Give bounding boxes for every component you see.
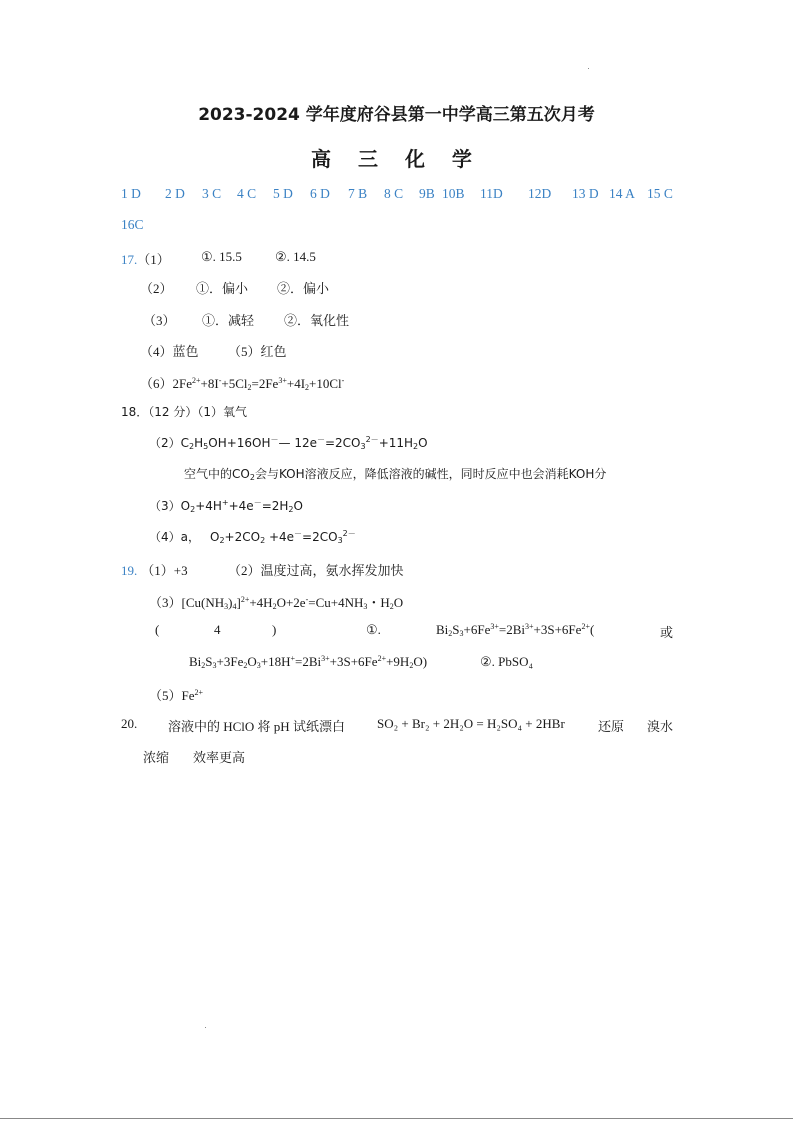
q17-p5: （5）红色 bbox=[228, 344, 287, 359]
q19-p5-label: （5）Fe bbox=[149, 688, 195, 703]
q20-c: 还原 bbox=[598, 719, 625, 734]
q19-p4-equation-b: $Bi_2S_3+3Fe_2O_3+18H^+=2Bi^{3+}+3S+6Fe^{2+}+9H_2O$) bbox=[189, 654, 428, 670]
q19-p3-label: （3） bbox=[149, 595, 182, 610]
mc-answer-2: 2 D bbox=[165, 186, 185, 201]
q20-equation: SO₂ + Br₂ + 2H₂O = H₂SO₄ + 2HBr bbox=[377, 716, 565, 731]
q20-a: 溶液中的 HClO 将 pH 试纸漂白 bbox=[168, 719, 345, 734]
q18-p2 bbox=[149, 434, 428, 451]
q17-p6-equation: $2Fe^{2+}+8I^-+5Cl_2=2Fe^{3+}+4I_2+10Cl^-$ bbox=[172, 376, 345, 392]
q19-p4-or: 或 bbox=[660, 625, 674, 640]
mc-answer-4: 4 C bbox=[237, 186, 257, 201]
q17-p1-a: ①. 15.5 bbox=[201, 249, 242, 264]
page-title: 2023-2024 学年度府谷县第一中学高三第五次月考 bbox=[198, 105, 595, 125]
q17-p3-a: ①．减轻 bbox=[202, 313, 255, 328]
scan-dot bbox=[588, 68, 589, 69]
q18-note-c: 溶液反应，降低溶液的碱性，同时反应中也会消耗 bbox=[304, 467, 569, 481]
q19-p4-b: ②. PbSO₄ bbox=[480, 654, 534, 669]
mc-answer-3: 3 C bbox=[202, 186, 222, 201]
q17-p4: （4）蓝色 bbox=[140, 344, 199, 359]
q19-p4-close: ) bbox=[272, 622, 277, 637]
q19-p4-circ: ①. bbox=[366, 622, 381, 637]
q19-p2: （2）温度过高，氨水挥发加快 bbox=[228, 563, 404, 578]
page-bottom-border bbox=[0, 1118, 793, 1119]
q18-head: ．（12 分）（1）氧气 bbox=[136, 405, 248, 419]
q18-p4 bbox=[149, 528, 356, 545]
q17-p3-b: ②．氧化性 bbox=[284, 313, 350, 328]
q18-note-co2: $CO_2$ bbox=[232, 467, 255, 482]
mc-answer-9: 9B bbox=[419, 186, 435, 201]
mc-answer-11: 11D bbox=[480, 186, 503, 201]
q17-p1-b: ②. 14.5 bbox=[275, 249, 316, 264]
q18-number: 18 bbox=[121, 405, 137, 419]
q17-number: 17. bbox=[121, 252, 138, 267]
q20-e: 浓缩 bbox=[143, 750, 170, 765]
q17-p1-label: （1） bbox=[137, 252, 170, 267]
q20-d: 溴水 bbox=[647, 719, 674, 734]
q19-p5: $(5)Fe^{2+}$ bbox=[149, 688, 204, 703]
q18-note-koh: KOH bbox=[278, 467, 305, 481]
q19-p1: （1）+3 bbox=[141, 563, 188, 578]
mc-answer-10: 10B bbox=[442, 186, 465, 201]
q19-p4-equation-a: $Bi_2S_3+6Fe^{3+}=2Bi^{3+}+3S+6Fe^{2+}$( bbox=[436, 622, 595, 638]
q18-p2-note bbox=[184, 465, 606, 482]
scan-dot bbox=[205, 1027, 206, 1028]
mc-answer-8: 8 C bbox=[384, 186, 404, 201]
q18-p3-label: （3） bbox=[149, 499, 181, 513]
q17-p2-b: ②．偏小 bbox=[277, 281, 330, 296]
q19-p4-open: ( bbox=[155, 622, 160, 637]
mc-answer-7: 7 B bbox=[348, 186, 368, 201]
mc-answer-13: 13 D bbox=[572, 186, 599, 201]
mc-answer-1: 1 D bbox=[121, 186, 141, 201]
q18-note-d: 分 bbox=[594, 467, 607, 481]
q17-p2-label: （2） bbox=[140, 281, 173, 296]
q17-p6-label: （6） bbox=[140, 376, 173, 391]
mc-answer-15: 15 C bbox=[647, 186, 673, 201]
q18-p4-equation: $O_2+2CO_2 +4e^-=2CO_3^{2-}$ bbox=[210, 529, 356, 545]
q20-f: 效率更高 bbox=[193, 750, 246, 765]
mc-answer-6: 6 D bbox=[310, 186, 330, 201]
q18-note-a: 空气中的 bbox=[184, 467, 233, 481]
q18-p2-equation: $C_2H_5OH+16OH^-—$ $12e^-=2CO_3^{2-}+11H_2O$ bbox=[180, 435, 428, 451]
q18-p3 bbox=[149, 497, 303, 514]
q18-p3-equation: $O_2+4H^++4e^-=2H_2O$ bbox=[180, 498, 303, 514]
q19-p3-equation: $[Cu(NH_3)_4]^{2+}+4H_2O+2e^-=Cu+4NH_3$・$H_2O$ bbox=[181, 595, 404, 611]
q17-p6 bbox=[140, 373, 344, 392]
q17-p3-label: （3） bbox=[143, 313, 176, 328]
mc-answer-5: 5 D bbox=[273, 186, 293, 201]
q20-number: 20. bbox=[121, 716, 138, 731]
q19-p4-num: 4 bbox=[214, 622, 221, 637]
q18-line1 bbox=[121, 403, 247, 420]
page-subtitle: 高 三 化 学 bbox=[311, 147, 482, 171]
q18-p4-label: （4）a， bbox=[149, 530, 200, 544]
q19-number: 19. bbox=[121, 563, 138, 578]
q19-line1 bbox=[121, 560, 188, 579]
mc-answer-16: 16C bbox=[121, 217, 144, 232]
q17-p2-a: ①．偏小 bbox=[196, 281, 249, 296]
q18-p2-label: （2） bbox=[149, 436, 181, 450]
q18-note-koh2: KOH bbox=[568, 467, 595, 481]
q18-note-b: 会与 bbox=[254, 467, 279, 481]
mc-answer-12: 12D bbox=[528, 186, 552, 201]
mc-answer-14: 14 A bbox=[609, 186, 635, 201]
q17-line1 bbox=[121, 249, 170, 268]
q19-p3 bbox=[149, 592, 403, 611]
